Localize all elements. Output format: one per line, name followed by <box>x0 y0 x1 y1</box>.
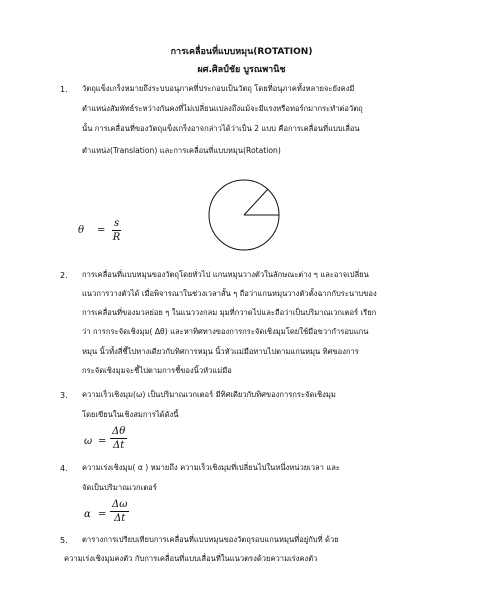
omega-symbol: ω <box>84 436 93 447</box>
item-4-line: จัดเป็นปริมาณเวกเตอร์ <box>82 483 157 492</box>
equals-sign: = <box>97 225 106 236</box>
fraction-denominator: Δt <box>113 440 125 451</box>
document-author: ผศ.ศิลป์ชัย บูรณพานิช <box>197 65 286 75</box>
item-1-line: นั้น การเคลื่อนที่ของวัตถุแข็งเกร็งอาจกล่าวได้ว่าเป็น 2 แบบ คือการเคลื่อนที่แบบเลื่อน <box>82 124 360 133</box>
item-1-line: ตำแหน่ง(Translation) และการเคลื่อนที่แบบหมุน(Rotation) <box>82 146 281 155</box>
fraction-denominator: Δt <box>114 513 126 524</box>
item-5-number: 5. <box>60 536 68 545</box>
fraction-numerator: Δω <box>112 499 128 510</box>
item-2-line: กระจัดเชิงมุมจะชี้ไปตามการชี้ของนิ้วหัวแม่มือ <box>82 366 232 375</box>
item-5-line: ความเร่งเชิงมุมคงตัว กับการเคลื่อนที่แบบเลื่อนที่ในแนวตรงด้วยความเร่งคงตัว <box>64 554 318 563</box>
item-3-line: ความเร็วเชิงมุม(ω) เป็นปริมาณเวกเตอร์ มีทิศเดียวกับทิศของการกระจัดเชิงมุม <box>82 390 336 399</box>
equals-sign: = <box>98 436 107 447</box>
item-4-line: ความเร่งเชิงมุม( α ) หมายถึง ความเร็วเชิงมุมที่เปลี่ยนไปในหนึ่งหน่วยเวลา และ <box>82 463 340 472</box>
item-1-number: 1. <box>60 85 68 94</box>
item-4-number: 4. <box>60 464 68 473</box>
alpha-symbol: α <box>84 509 91 520</box>
item-3-line: โดยเขียนในเชิงสมการได้ดังนี้ <box>82 410 179 419</box>
item-2-line: หมุน นิ้วทั้งสี่ชี้ไปทางเดียวกับทิศการหมุน นิ้วหัวแม่มือทาบไปตามแกนหมุน ทิศของการ <box>82 347 359 356</box>
omega-fraction <box>110 426 127 451</box>
item-2-line: การเคลื่อนที่ของมวลย่อย ๆ ในแนววงกลม มุมที่กวาดไปและถือว่าเป็นปริมาณเวกเตอร์ เรียก <box>82 308 377 317</box>
alpha-fraction <box>110 499 129 524</box>
item-1-line: วัตถุแข็งเกร็งหมายถึงระบบอนุภาคที่ประกอบเป็นวัตถุ โดยที่อนุภาคทั้งหลายจะยังคงมี <box>82 84 355 93</box>
fraction-numerator: Δθ <box>112 426 126 437</box>
item-2-line: ว่า การกระจัดเชิงมุม( Δθ) และหาทิศทางของการกระจัดเชิงมุมโดยใช้มือขวากำรอบแกน <box>82 327 369 336</box>
theta-symbol: θ <box>78 225 85 236</box>
theta-fraction <box>112 218 121 243</box>
document-title: การเคลื่อนที่แบบหมุน(ROTATION) <box>170 47 313 57</box>
item-2-number: 2. <box>60 271 68 280</box>
item-5-line: ตารางการเปรียบเทียบการเคลื่อนที่แบบหมุนของวัตถุรอบแกนหมุนที่อยู่กับที่ ด้วย <box>82 535 339 544</box>
fraction-numerator: s <box>114 218 120 229</box>
fraction-denominator: R <box>112 232 121 243</box>
item-1-line: ตำแหน่งสัมพัทธ์ระหว่างกันคงที่ไม่เปลี่ยนแปลงถึงแม้จะมีแรงหรือทอร์กมากระทำต่อวัตถุ <box>82 104 363 113</box>
item-2-line: การเคลื่อนที่แบบหมุนของวัตถุโดยทั่วไป แกนหมุนวางตัวในลักษณะต่าง ๆ และอาจเปลี่ยน <box>82 270 369 279</box>
equals-sign: = <box>98 509 107 520</box>
item-2-line: แนวการวางตัวได้ เมื่อพิจารณาในช่วงเวลาสั้น ๆ ถือว่าแกนหมุนวางตัวตั้งฉากกับระนาบของ <box>82 289 377 298</box>
item-3-number: 3. <box>60 391 68 400</box>
